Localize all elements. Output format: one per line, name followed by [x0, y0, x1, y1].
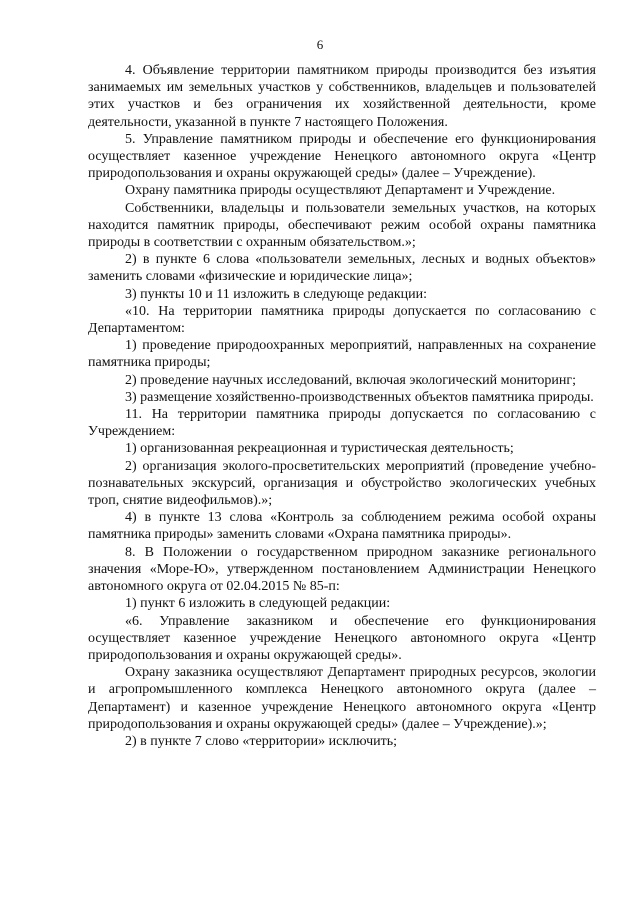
- paragraph: 4. Объявление территории памятником природы производится без изъятия занимаемых им земельных участков у собственников, владельцев и пользователей этих участков и без ограничения их хозяйственной деятельности, кроме деятельности, указанной в пункте 7 настоящего Положения.: [88, 63, 596, 130]
- paragraph: 1) проведение природоохранных мероприятий, направленных на сохранение памятника природы;: [88, 338, 596, 371]
- paragraph: 3) размещение хозяйственно-производственных объектов памятника природы.: [125, 389, 594, 405]
- paragraph: 4) в пункте 13 слова «Контроль за соблюдением режима особой охраны памятника природы» заменить словами «Охрана памятника природы».: [88, 510, 596, 543]
- paragraph: 1) пункт 6 изложить в следующей редакции:: [125, 596, 391, 612]
- paragraph: 2) в пункте 7 слово «территории» исключить;: [125, 733, 398, 749]
- paragraph: «6. Управление заказником и обеспечение его функционирования осуществляет казенное учреждение Ненецкого автономного округа «Центр природопользования и охраны окружающей среды».: [88, 613, 596, 663]
- paragraph: Охрану заказника осуществляют Департамент природных ресурсов, экологии и агропромышленного комплекса Ненецкого автономного округа (далее – Департамент) и казенное учреждение Ненецкого автономного округа «Центр природопользования и охраны окружающей среды» (далее – Учреждение).»;: [88, 665, 596, 732]
- paragraph: Собственники, владельцы и пользователи земельных участков, на которых находится памятник природы, обеспечивают режим особой охраны памятника природы в соответствии с охранным обязательством.»;: [88, 200, 596, 251]
- paragraph: «10. На территории памятника природы допускается по согласованию с Департаментом:: [88, 303, 596, 337]
- paragraph: 11. На территории памятника природы допускается по согласованию с Учреждением:: [88, 407, 596, 440]
- paragraph: 8. В Положении о государственном природном заказнике регионального значения «Море-Ю», утвержденном постановлением Администрации Ненецкого автономного округа от 02.04.2015 № 85-п:: [88, 544, 596, 595]
- page-number: 6: [316, 37, 324, 52]
- document-body: [88, 62, 596, 750]
- paragraph: 3) пункты 10 и 11 изложить в следующе редакции:: [125, 286, 428, 302]
- paragraph: 2) в пункте 6 слова «пользователи земельных, лесных и водных объектов» заменить словами «физические и юридические лица»;: [88, 252, 596, 285]
- paragraph: 5. Управление памятником природы и обеспечение его функционирования осуществляет казенное учреждение Ненецкого автономного округа «Центр природопользования и охраны окружающей среды» (далее – Учреждение).: [88, 131, 596, 182]
- paragraph: 2) организация эколого-просветительских мероприятий (проведение учебно-познавательных экскурсий, организация и обустройство экологических учебных троп, снятие видеофильмов).»;: [88, 458, 596, 509]
- paragraph: 2) проведение научных исследований, включая экологический мониторинг;: [125, 372, 577, 388]
- paragraph: Охрану памятника природы осуществляют Департамент и Учреждение.: [125, 183, 556, 199]
- paragraph: 1) организованная рекреационная и туристическая деятельность;: [125, 441, 514, 457]
